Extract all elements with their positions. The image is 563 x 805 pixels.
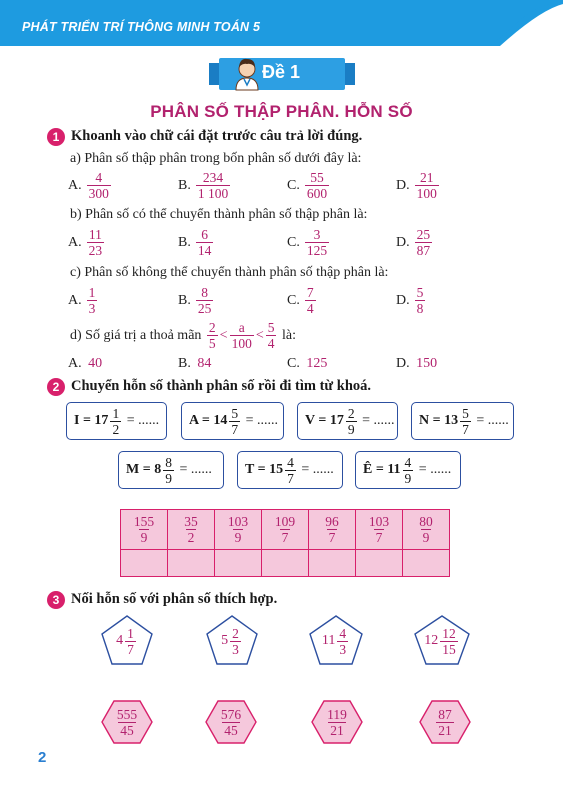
q1-a-option-d[interactable]: D. $\frac{21}{100}$	[396, 170, 437, 201]
mixed-box-e: Ê = 11 $\frac{4}{9}$ = ......	[355, 451, 461, 489]
q1-b-option-d[interactable]: D. $\frac{25}{87}$	[396, 227, 431, 258]
improper-fraction-1[interactable]: $\frac{555}{45}$	[116, 706, 138, 738]
q1-a-option-c[interactable]: C. $\frac{55}{600}$	[287, 170, 328, 201]
mixed-number-2[interactable]: 5 $\frac{2}{3}$	[221, 625, 239, 657]
mixed-box-a: A = 14 $\frac{5}{7}$ = ......	[181, 402, 284, 440]
q1-d-fraction-3: $\frac{5}{4}$	[267, 320, 275, 351]
grid-fraction-cell: $\frac{96}{7}$	[309, 510, 356, 550]
grid-fraction-cell: $\frac{80}{9}$	[403, 510, 450, 550]
page-number: 2	[38, 749, 47, 766]
grid-fraction-cell: $\frac{109}{7}$	[262, 510, 309, 550]
q1-b-option-c[interactable]: C. $\frac{3}{125}$	[287, 227, 328, 258]
question-3-title: Nối hỗn số với phân số thích hợp.	[71, 591, 278, 607]
grid-answer-cell[interactable]	[403, 550, 450, 577]
q1-d-option-a[interactable]: A. 40	[68, 356, 103, 371]
mixed-number-1[interactable]: 4 $\frac{1}{7}$	[116, 625, 134, 657]
q1-a-option-a[interactable]: A. $\frac{4}{300}$	[68, 170, 109, 201]
q1-c-option-a[interactable]: A. $\frac{1}{3}$	[68, 285, 96, 316]
grid-answer-cell[interactable]	[262, 550, 309, 577]
q1-c-option-c[interactable]: C. $\frac{7}{4}$	[287, 285, 314, 316]
q1-a-option-b[interactable]: B. $\frac{234}{1 100}$	[178, 170, 229, 201]
q1-d-option-d[interactable]: D. 150	[396, 356, 438, 371]
q1-c-option-d[interactable]: D. $\frac{5}{8}$	[396, 285, 424, 316]
mixed-box-t: T = 15 $\frac{4}{7}$ = ......	[237, 451, 343, 489]
question-2-number: 2	[47, 378, 65, 396]
improper-fraction-3[interactable]: $\frac{119}{21}$	[327, 706, 347, 738]
q1-d-fraction-2: $\frac{a}{100}$	[231, 320, 252, 351]
q1-c-prompt: c) Phân số không thể chuyển thành phân số thập phân là:	[70, 265, 389, 280]
q1-b-prompt: b) Phân số có thể chuyển thành phân số thập phân là:	[70, 207, 368, 222]
question-1-title: Khoanh vào chữ cái đặt trước câu trả lời đúng.	[71, 128, 363, 144]
grid-fraction-cell: $\frac{35}{2}$	[168, 510, 215, 550]
grid-answer-cell[interactable]	[168, 550, 215, 577]
grid-answer-cell[interactable]	[121, 550, 168, 577]
improper-fraction-2[interactable]: $\frac{576}{45}$	[220, 706, 242, 738]
lesson-badge-label: Đề 1	[262, 62, 301, 82]
grid-answer-cell[interactable]	[356, 550, 403, 577]
mixed-box-m: M = 8 $\frac{8}{9}$ = ......	[118, 451, 224, 489]
question-1-number: 1	[47, 128, 65, 146]
q1-b-option-b[interactable]: B. $\frac{6}{14}$	[178, 227, 212, 258]
question-2-title: Chuyển hỗn số thành phân số rồi đi tìm từ khoá.	[71, 378, 372, 394]
q1-a-prompt: a) Phân số thập phân trong bốn phân số dưới đây là:	[70, 151, 362, 166]
q1-d-fraction-1: $\frac{2}{5}$	[208, 320, 216, 351]
grid-fraction-cell: $\frac{103}{9}$	[215, 510, 262, 550]
book-title: PHÁT TRIỂN TRÍ THÔNG MINH TOÁN 5	[22, 20, 261, 34]
mixed-number-3[interactable]: 11 $\frac{4}{3}$	[321, 625, 347, 657]
grid-answer-cell[interactable]	[309, 550, 356, 577]
q1-d-prompt: d) Số giá trị a thoả mãn $\frac{2}{5}$ < $\frac{a}{100}$ < $\frac{5}{4}$ là:	[70, 320, 296, 351]
q1-c-option-b[interactable]: B. $\frac{8}{25}$	[178, 285, 212, 316]
mixed-box-i: I = 17 $\frac{1}{2}$ = ......	[66, 402, 167, 440]
grid-fraction-cell: $\frac{155}{9}$	[121, 510, 168, 550]
mixed-box-n: N = 13 $\frac{5}{7}$ = ......	[411, 402, 514, 440]
mixed-number-4[interactable]: 12 $\frac{12}{15}$	[424, 625, 456, 657]
improper-fraction-4[interactable]: $\frac{87}{21}$	[438, 706, 452, 738]
q1-d-option-b[interactable]: B. 84	[178, 356, 212, 371]
q1-d-option-c[interactable]: C. 125	[287, 356, 328, 371]
question-3-number: 3	[47, 591, 65, 609]
keyword-grid	[120, 509, 450, 577]
lesson-title: PHÂN SỐ THẬP PHÂN. HỖN SỐ	[150, 102, 413, 121]
q1-b-option-a[interactable]: A. $\frac{11}{23}$	[68, 227, 103, 258]
grid-answer-cell[interactable]	[215, 550, 262, 577]
mixed-box-v: V = 17 $\frac{2}{9}$ = ......	[297, 402, 398, 440]
grid-fraction-cell: $\frac{103}{7}$	[356, 510, 403, 550]
